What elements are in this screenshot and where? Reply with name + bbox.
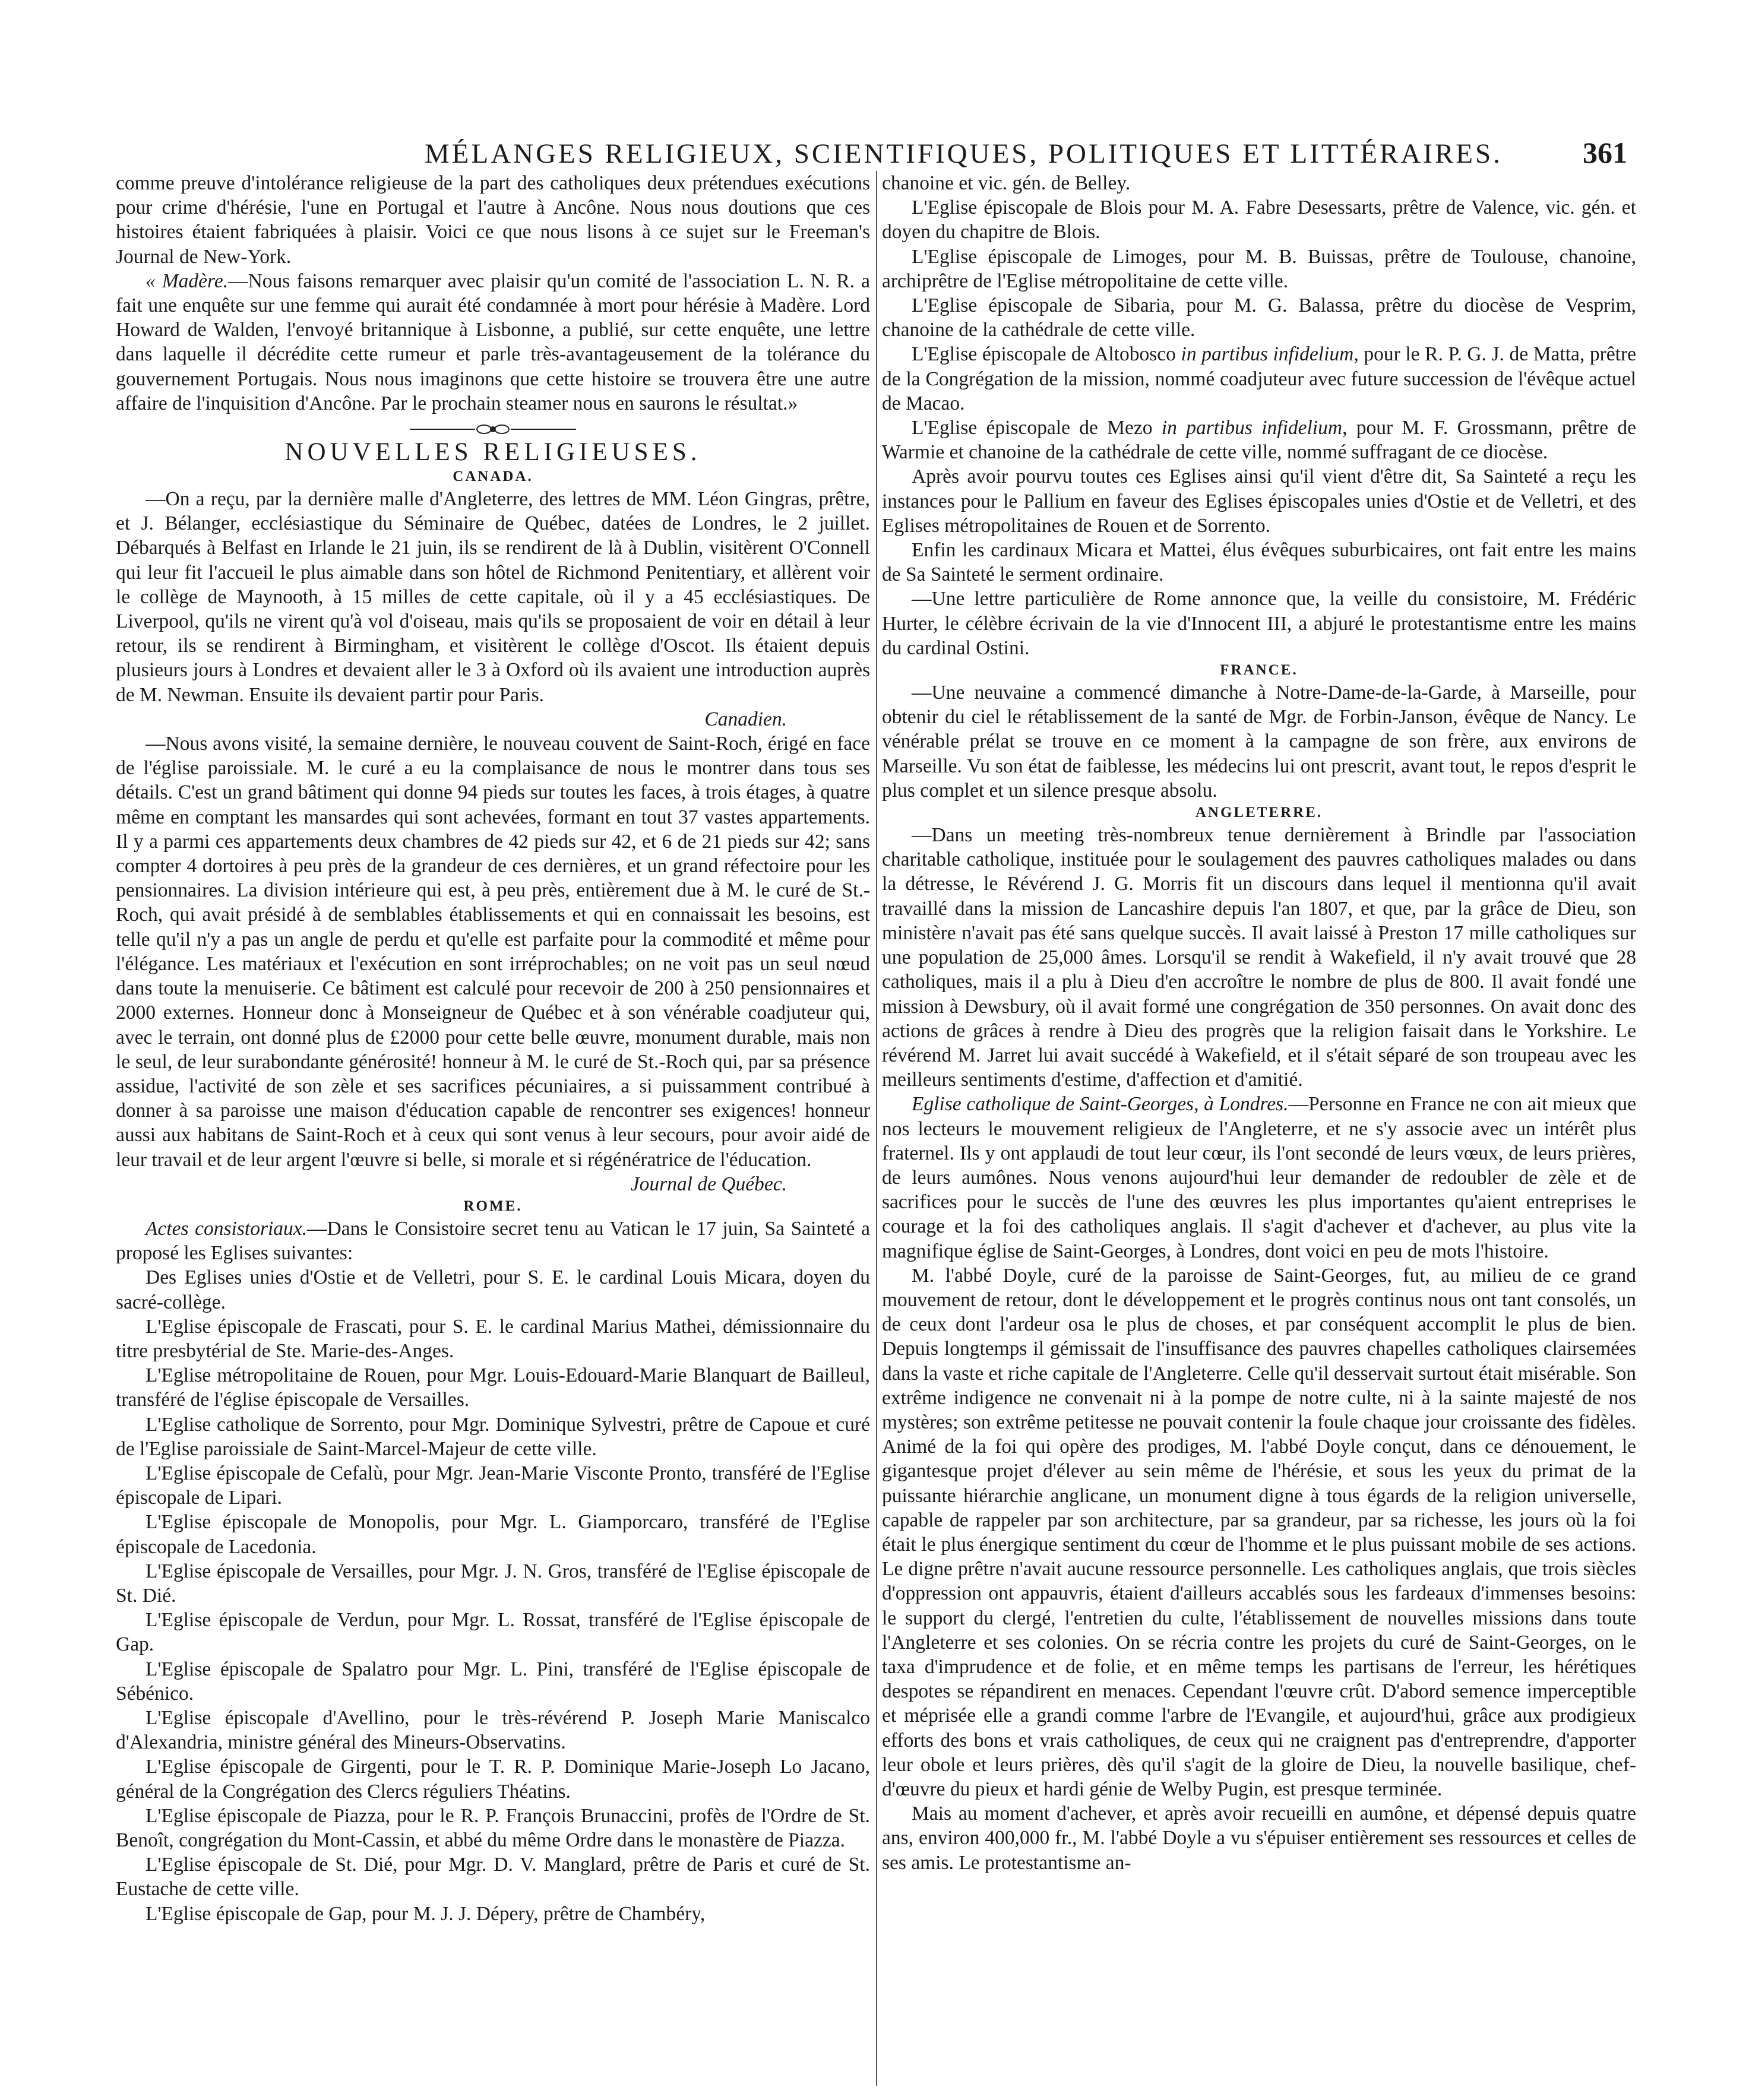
paragraph: —Dans un meeting très-nombreux tenue dernièrement à Brindle par l'association charitable catholique, instituée pour le soulagement des pauvres catholiques malades ou dans la détresse, le Révérend J. G. Morris fit un discours dans lequel il mentionna qu'il avait travaillé dans la mission de Lancashire depuis l'an 1807, et que, par la grâce de Dieu, son ministère n'avait pas été sans quelque succès. Il avait laissé à Preston 17 mille catholiques sur une population de 25,000 âmes. Lorsqu'il se rendit à Wakefield, il n'y avait trouvé que 28 catholiques, mais il a plu à Dieu d'en accroître le nombre de plus de 800. Il avait fondé une mission à Dewsbury, où il avait formé une congrégation de 350 personnes. On avait donc des actions de grâces à rendre à Dieu des progrès que la religion faisait dans le Yorkshire. Le révérend M. Jarret lui avait succédé à Wakefield, et il s'était séparé de son troupeau avec les meilleurs sentiments d'estime, d'affection et d'amitié. bbox=[882, 824, 1636, 1091]
source-signature: Canadien. bbox=[704, 708, 787, 730]
page-header bbox=[116, 119, 1636, 172]
paragraph bbox=[882, 342, 1636, 416]
paragraph bbox=[882, 1092, 1636, 1263]
paragraph: chanoine et vic. gén. de Belley. bbox=[882, 172, 1131, 194]
page-number: 361 bbox=[1583, 136, 1627, 169]
paragraph: —Nous avons visité, la semaine dernière, le nouveau couvent de Saint-Roch, érigé en face de l'église paroissiale. M. le curé a eu la complaisance de nous le montrer dans tous ses détails. C'est un grand bâtiment qui donne 94 pieds sur toutes les faces, à trois étages, à quatre même en comptant les mansardes qui sont achevées, formant en tout 37 vastes appartements. Il y a parmi ces appartements deux chambres de 42 pieds sur 42, et 6 de 21 pieds sur 42; sans compter 4 dortoires à peu près de la grandeur de ces dernières, et un grand réfectoire pour les pensionnaires. La division intérieure qui est, à peu près, entièrement due à M. le curé de St.-Roch, qui avait présidé à de semblables établissements et qui en connaissait les besoins, est telle qu'il n'y a pas un angle de perdu et qu'elle est parfaite pour la commodité et même pour l'élégance. Les matériaux et l'exécution en sont irréprochables; on ne voit pas un seul nœud dans toute la menuiserie. Ce bâtiment est calculé pour recevoir de 200 à 250 pensionnaires et 2000 externes. Honneur donc à Monseigneur de Québec et à son vénérable coadjuteur qui, avec le terrain, ont donné plus de £2000 pour cette belle œuvre, monument durable, mais non le seul, de leur surabondante générosité! honneur à M. le curé de St.-Roch qui, par sa présence assidue, l'activité de son zèle et ses sacrifices pécuniaires, a si puissamment contribué à donner à sa paroisse une maison d'éducation capable de rencontrer ses exigences! honneur aussi aux habitans de Saint-Roch et à ceux qui sont venus à leur secours, pour avoir aidé de leur travail et de leur argent l'œuvre si belle, si morale et si régénératrice de l'éducation. bbox=[116, 733, 870, 1171]
subhead-canada: CANADA. bbox=[453, 468, 533, 485]
subhead-rome: ROME. bbox=[463, 1198, 523, 1214]
paragraph: Après avoir pourvu toutes ces Eglises ainsi qu'il vient d'être dit, Sa Sainteté a reçu les instances pour le Pallium en faveur des Eglises épiscopales unies d'Ostie et de Velletri, et des Eglises métropolitaines de Rouen et de Sorrento. bbox=[882, 465, 1636, 537]
paragraph: L'Eglise épiscopale de Girgenti, pour le T. R. P. Dominique Marie-Joseph Lo Jacano, général de la Congrégation des Clercs réguliers Théatins. bbox=[116, 1756, 870, 1803]
paragraph: L'Eglise épiscopale de Cefalù, pour Mgr. Jean-Marie Visconte Pronto, transféré de l'Eglise épiscopale de Lipari. bbox=[116, 1462, 870, 1509]
subhead-angleterre: ANGLETERRE. bbox=[1195, 804, 1323, 821]
paragraph: —Une neuvaine a commencé dimanche à Notre-Dame-de-la-Garde, à Marseille, pour obtenir du ciel le rétablissement de la santé de Mgr. de Forbin-Janson, évêque de Nancy. Le vénérable prélat se trouve en ce moment à la campagne de son frère, aux environs de Marseille. Vu son état de faiblesse, les médecins lui ont prescrit, avant tout, le repos d'esprit le plus complet et un silence presque absolu. bbox=[882, 682, 1636, 802]
paragraph: L'Eglise épiscopale de Verdun, pour Mgr. L. Rossat, transféré de l'Eglise épiscopale de Gap. bbox=[116, 1609, 870, 1656]
run-in-heading: Actes consistoriaux. bbox=[146, 1217, 308, 1240]
paragraph: L'Eglise épiscopale de Limoges, pour M. B. Buissas, prêtre de Toulouse, chanoine, archiprêtre de l'Eglise métropolitaine de cette ville. bbox=[882, 245, 1636, 292]
paragraph: L'Eglise épiscopale de St. Dié, pour Mgr. D. V. Manglard, prêtre de Paris et curé de St. Eustache de cette ville. bbox=[116, 1854, 870, 1901]
run-in-heading: « Madère. bbox=[146, 270, 229, 292]
paragraph: L'Eglise épiscopale de Sibaria, pour M. G. Balassa, prêtre du diocèse de Vesprim, chanoine de la cathédrale de cette ville. bbox=[882, 294, 1636, 341]
paragraph-text: —Nous faisons remarquer avec plaisir qu'un comité de l'association L. N. R. a fait une enquête sur une femme qui aurait été condamnée à mort pour hérésie à Madère. Lord Howard de Walden, l'envoyé britannique à Lisbonne, a publié, sur cette enquête, une lettre dans laquelle il décrédite cette rumeur et parle très-avantageusement de la tolérance du gouvernement Portugais. Nous nous imaginons que cette histoire se trouvera être une autre affaire de l'inquisition d'Ancône. Par le prochain steamer nous en saurons le résultat.» bbox=[116, 270, 870, 414]
paragraph: L'Eglise épiscopale de Spalatro pour Mgr. L. Pini, transféré de l'Eglise épiscopale de Sébénico. bbox=[116, 1658, 870, 1705]
paragraph: —On a reçu, par la dernière malle d'Angleterre, des lettres de MM. Léon Gingras, prêtre, et J. Bélanger, ecclésiastique du Séminaire de Québec, datées de Londres, le 2 juillet. Débarqués à Belfast en Irlande le 21 juin, ils se rendirent de là à Dublin, visitèrent O'Connell qui leur fit l'accueil le plus aimable dans son hôtel de Richmond Penitentiary, et allèrent voir le collège de Maynooth, à 15 milles de cette capitale, où il y a 45 ecclésiastiques. De Liverpool, qu'ils ne virent qu'à vol d'oiseau, mais qu'ils se proposaient de voir en détail à leur retour, ils se rendirent à Birmingham, et visitèrent le collège d'Oscot. Ils étaient depuis plusieurs jours à Londres et devaient aller le 3 à Oxford où ils avaient une introduction auprès de M. Newman. Ensuite ils devaient partir pour Paris. bbox=[116, 488, 870, 706]
paragraph: L'Eglise épiscopale de Blois pour M. A. Fabre Desessarts, prêtre de Valence, vic. gén. et doyen du chapitre de Blois. bbox=[882, 197, 1636, 243]
paragraph: L'Eglise épiscopale de Monopolis, pour Mgr. L. Giamporcaro, transféré de l'Eglise épiscopale de Lacedonia. bbox=[116, 1511, 870, 1558]
paragraph bbox=[882, 416, 1636, 464]
paragraph: L'Eglise épiscopale de Versailles, pour Mgr. J. N. Gros, transféré de l'Eglise épiscopale de St. Dié. bbox=[116, 1560, 870, 1607]
paragraph: comme preuve d'intolérance religieuse de la part des catholiques deux prétendues exécutions pour crime d'hérésie, l'une en Portugal et l'autre à Ancône. Nous nous doutions que ces histoires étaient fabriquées à plaisir. Voici ce que nous lisons à ce sujet sur le Freeman's Journal de New-York. bbox=[116, 172, 870, 268]
paragraph: L'Eglise métropolitaine de Rouen, pour Mgr. Louis-Edouard-Marie Blanquart de Bailleul, transféré de l'église épiscopale de Versailles. bbox=[116, 1364, 870, 1411]
paragraph: L'Eglise épiscopale de Gap, pour M. J. J. Dépery, prêtre de Chambéry, bbox=[146, 1902, 706, 1925]
section-title: NOUVELLES RELIGIEUSES. bbox=[284, 438, 701, 467]
paragraph: Mais au moment d'achever, et après avoir recueilli en aumône, et dépensé depuis quatre ans, environ 400,000 fr., M. l'abbé Doyle a vu s'épuiser entièrement ses ressources et celles de ses amis. Le protestantisme an- bbox=[882, 1803, 1636, 1874]
paragraph: L'Eglise catholique de Sorrento, pour Mgr. Dominique Sylvestri, prêtre de Capoue et curé de l'Eglise paroissiale de Saint-Marcel-Majeur de cette ville. bbox=[116, 1413, 870, 1460]
paragraph: —Une lettre particulière de Rome annonce que, la veille du consistoire, M. Frédéric Hurter, le célèbre écrivain de la vie d'Innocent III, a abjuré le protestantisme entre les mains du cardinal Ostini. bbox=[882, 588, 1636, 659]
paragraph-text: L'Eglise épiscopale de Altobosco bbox=[912, 343, 1176, 366]
ornament-divider-icon bbox=[116, 419, 870, 437]
paragraph: M. l'abbé Doyle, curé de la paroisse de Saint-Georges, fut, au milieu de ce grand mouvement de retour, dont le développement et le progrès continus nous ont tant consolés, un de ceux dont l'ardeur osa le plus de choses, et par conséquent accomplit le plus de bien. Depuis longtemps il gémissait de l'insuffisance des pauvres chapelles catholiques clairsemées dans la vaste et riche capitale de l'Angleterre. Celle qu'il desservait surtout était misérable. Son extrême indigence ne convenait ni à la pompe de notre culte, ni à la sainte majesté de nos mystères; son extrême petitesse ne pouvait contenir la foule chaque jour croissante des fidèles. Animé de la foi qui opère des prodiges, M. l'abbé Doyle conçut, dans ce dénouement, le gigantesque projet d'élever au sein même de l'hérésie, et sous les yeux du primat de la puissante hiérarchie anglicane, un monument digne à tous égards de la religion universelle, capable de rappeler par son architecture, par sa grandeur, par sa richesse, les jours où la foi était le plus énergique sentiment du cœur de l'homme et le plus puissant mobile de ses actions. Le digne prêtre n'avait aucune ressource personnelle. Les catholiques anglais, que trois siècles d'oppression ont appauvris, étaient d'ailleurs accablés sous les fardeaux d'immenses besoins: le support du clergé, l'entretien du culte, l'établissement de nouvelles missions dans toute l'Angleterre et ses colonies. On se récria contre les projets du curé de Saint-Georges, on le taxa d'imprudence et de folie, et en même temps les partisans de l'erreur, les hérétiques despotes se répandirent en menaces. Cependant l'œuvre crût. D'abord semence imperceptible et méprisée elle a grandi comme l'arbre de l'Evangile, et aujourd'hui, grâce aux prodigieux efforts des bons et vrais catholiques, de ceux qui ne craignent pas d'entreprendre, d'apporter leur obole et leurs prières, dès qu'il s'agit de la gloire de Dieu, la nouvelle basilique, chef-d'œuvre du pieux et hardi génie de Welby Pugin, est presque terminée. bbox=[882, 1264, 1636, 1800]
paragraph: L'Eglise épiscopale de Piazza, pour le R. P. François Brunaccini, profès de l'Ordre de St. Benoît, congrégation du Mont-Cassin, et abbé du même Ordre dans le monastère de Piazza. bbox=[116, 1804, 870, 1851]
column-divider bbox=[876, 171, 877, 2086]
source-signature: Journal de Québec. bbox=[630, 1173, 787, 1195]
paragraph: L'Eglise épiscopale de Frascati, pour S. E. le cardinal Marius Mathei, démissionnaire du titre presbytérial de Ste. Marie-des-Anges. bbox=[116, 1315, 870, 1362]
running-head: MÉLANGES RELIGIEUX, SCIENTIFIQUES, POLITIQUES ET LITTÉRAIRES. bbox=[425, 138, 1503, 169]
paragraph: Des Eglises unies d'Ostie et de Velletri, pour S. E. le cardinal Louis Micara, doyen du sacré-collège. bbox=[116, 1266, 870, 1313]
paragraph: Enfin les cardinaux Micara et Mattei, élus évêques suburbicaires, ont fait entre les mains de Sa Sainteté le serment ordinaire. bbox=[882, 539, 1636, 586]
paragraph-text: —Personne en France ne con ait mieux que nos lecteurs le mouvement religieux de l'Angleterre, et ne s'y associe avec un intérêt plus fraternel. Ils y ont applaudi de tout leur cœur, ils l'ont secondé de leurs vœux, de leurs prières, de leurs aumônes. Nous venons aujourd'hui leur demander de redoubler de zèle et de sacrifices pour le succès de l'une des œuvres les plus importantes qu'aient entreprises le courage et la foi des catholiques anglais. Il s'agit d'achever et d'achever, au plus vite la magnifique église de Saint-Georges, à Londres, dont voici en peu de mots l'histoire. bbox=[882, 1093, 1636, 1262]
paragraph-text: —Dans le Consistoire secret tenu au Vatican le 17 juin, Sa Sainteté a proposé les Eglises suivantes: bbox=[116, 1217, 870, 1265]
paragraph: L'Eglise épiscopale d'Avellino, pour le très-révérend P. Joseph Marie Maniscalco d'Alexandria, ministre général des Mineurs-Observatins. bbox=[116, 1706, 870, 1754]
left-column bbox=[116, 171, 870, 2089]
paragraph bbox=[116, 1217, 870, 1265]
italic-phrase: in partibus infidelium bbox=[1181, 343, 1354, 366]
italic-phrase: in partibus infidelium bbox=[1161, 417, 1343, 439]
subhead-france: FRANCE. bbox=[1220, 662, 1298, 679]
run-in-heading: Eglise catholique de Saint-Georges, à Londres. bbox=[912, 1093, 1289, 1116]
paragraph-text: L'Eglise épiscopale de Mezo bbox=[912, 417, 1153, 439]
paragraph-text: , pour le R. P. G. J. de Matta, prêtre de la Congrégation de la mission, nommé coadjuteur avec future succession de l'évêque actuel de Macao. bbox=[882, 343, 1636, 414]
paragraph-text: , pour M. F. Grossmann, prêtre de Warmie et chanoine de la cathédrale de cette ville, nommé suffragant de ce diocèse. bbox=[882, 417, 1636, 464]
right-column bbox=[882, 171, 1636, 2089]
paragraph bbox=[116, 269, 870, 416]
